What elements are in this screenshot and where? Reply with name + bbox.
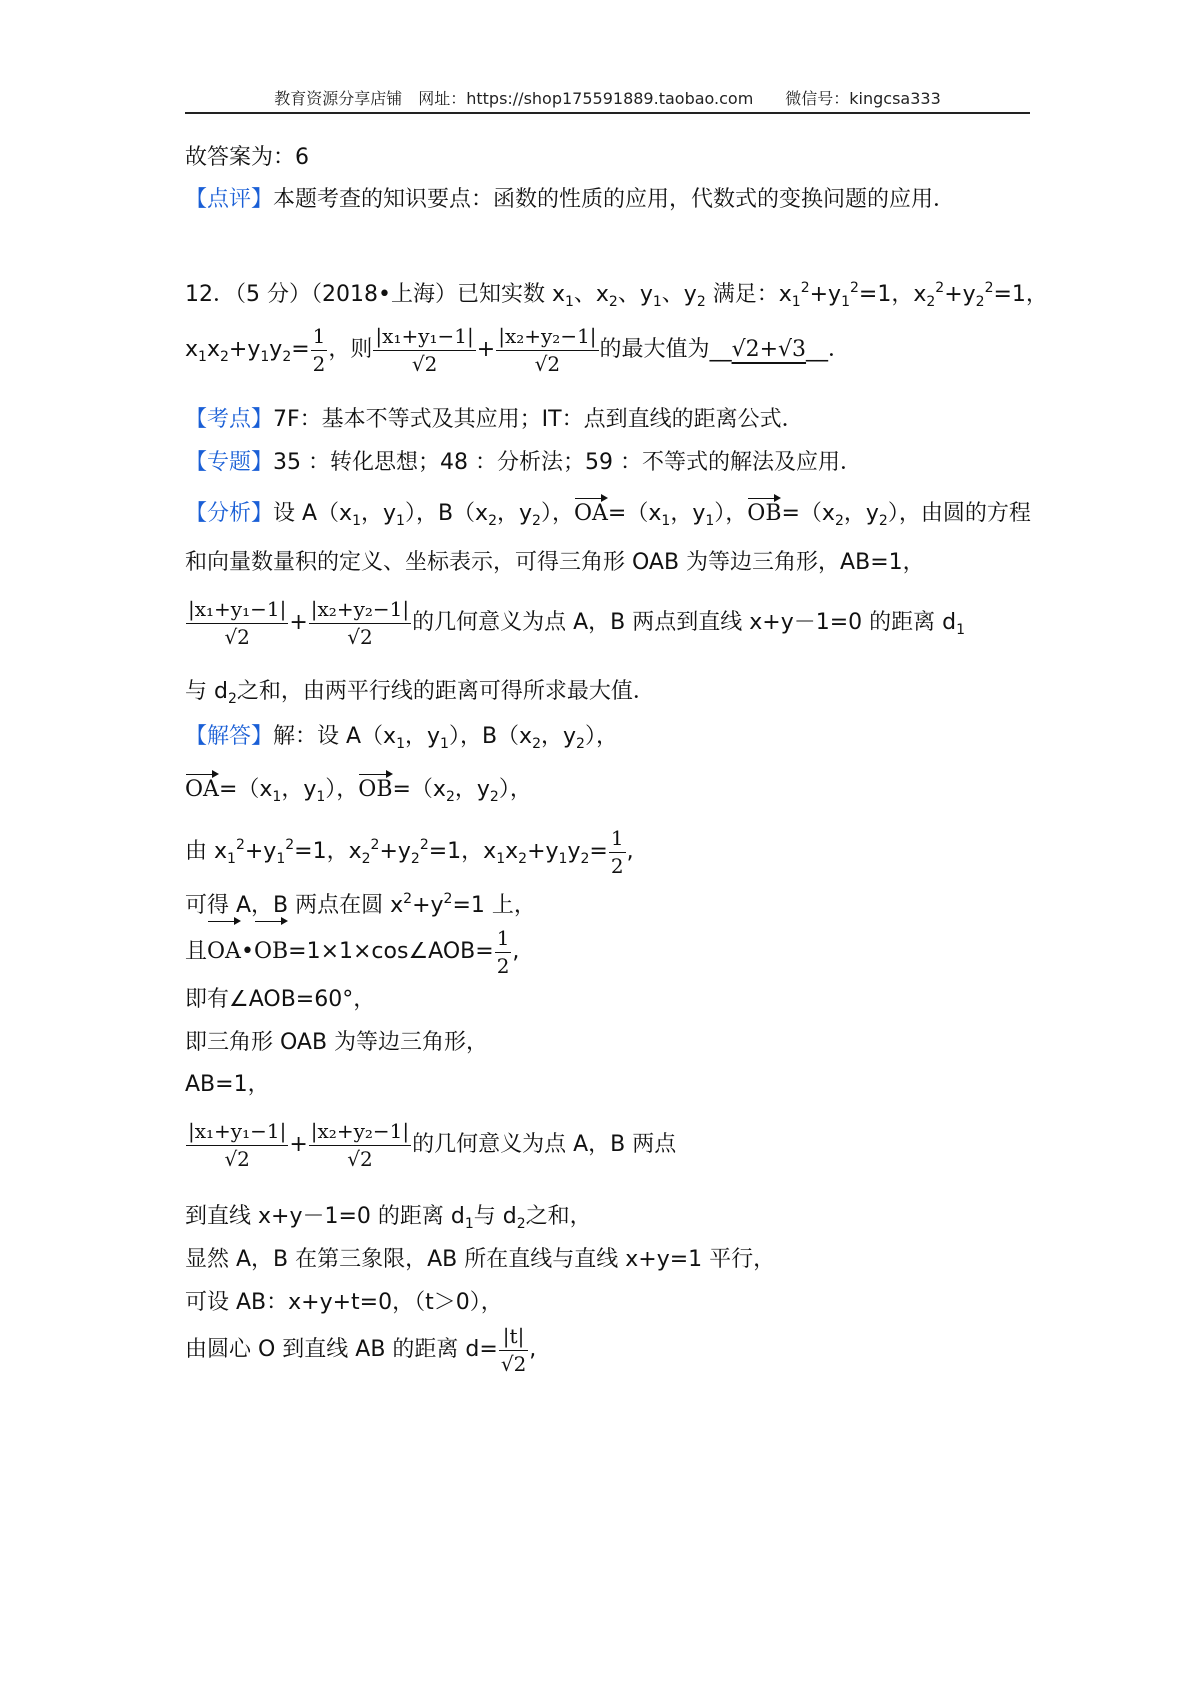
fraction-numerator: |t|: [502, 1324, 525, 1348]
answer-text: 故答案为：6: [185, 145, 309, 170]
superscript: 2: [849, 280, 859, 296]
subscript: 1: [564, 294, 574, 310]
solution-text: 解：设 A（x: [273, 724, 397, 749]
solution-text: 即有∠AOB=60°，: [185, 987, 376, 1012]
subscript: 1: [558, 851, 568, 867]
question-text: 满足：x: [705, 282, 792, 307]
analysis-text: 设 A（x: [273, 501, 353, 526]
analysis-text: ，y: [497, 501, 533, 526]
subscript: 1: [841, 294, 850, 310]
superscript: 2: [370, 837, 380, 853]
subscript: 2: [532, 736, 542, 752]
solution-text: ），: [325, 777, 359, 802]
solution-line-7: [185, 1028, 488, 1058]
solution-line-1: [185, 722, 618, 759]
fraction-denominator: √2: [309, 1145, 411, 1172]
vector-oa: OA: [207, 922, 241, 982]
fraction-denominator: √2: [309, 623, 411, 650]
subscript: 2: [361, 851, 371, 867]
solution-text: 且: [185, 939, 208, 964]
solution-tag: 【解答】: [185, 724, 274, 749]
question-line-2: [185, 320, 850, 387]
analysis-line-2: [185, 548, 925, 578]
question-text: =: [291, 337, 310, 362]
question-text: x: [185, 337, 199, 362]
question-text: +y: [809, 282, 842, 307]
analysis-text: 之和，由两平行线的距离可得所求最大值．: [236, 679, 655, 704]
superscript: 2: [403, 891, 413, 907]
fraction-abs-t: [499, 1323, 528, 1377]
subscript: 1: [198, 349, 207, 365]
solution-line-3: [185, 815, 634, 889]
solution-text: =: [589, 839, 608, 864]
subscript: 2: [576, 736, 585, 752]
superscript: 2: [935, 280, 945, 296]
question-text: y: [269, 337, 283, 362]
solution-text: =（x: [392, 777, 446, 802]
question-text: 、y: [661, 282, 697, 307]
solution-line-5: [185, 922, 519, 982]
solution-text: AB=1，: [185, 1072, 270, 1097]
fraction-denominator: 2: [610, 854, 624, 878]
solution-text: 显然 A，B 在第三象限，AB 所在直线与直线 x+y=1 平行，: [185, 1247, 776, 1272]
solution-line-12: [185, 1288, 503, 1318]
fraction-denominator: √2: [496, 350, 598, 377]
zhuanti-line: [185, 448, 862, 478]
fraction-denominator: √2: [373, 350, 475, 377]
subscript: 1: [496, 851, 506, 867]
subscript: 2: [410, 851, 420, 867]
solution-line-6: [185, 985, 375, 1015]
question-text: 12．（5 分）（2018•上海）已知实数 x: [185, 282, 565, 307]
answer-blank: __: [709, 337, 732, 362]
analysis-text: =（x: [781, 501, 835, 526]
fraction-numerator: |x₂+y₂−1|: [310, 597, 410, 621]
analysis-text: ），由圆的方程: [887, 501, 1031, 526]
subscript: 1: [272, 789, 282, 805]
solution-text: ，y: [454, 777, 490, 802]
solution-line-13: [185, 1320, 536, 1380]
subscript: 2: [282, 349, 292, 365]
subscript: 2: [834, 513, 844, 529]
subscript: 1: [227, 851, 236, 867]
solution-text: 即三角形 OAB 为等边三角形，: [185, 1030, 489, 1055]
fraction-distance-1: [186, 596, 288, 650]
solution-text: 可得 A，B 两点在圆 x: [185, 893, 404, 918]
fraction-numerator: |x₁+y₁−1|: [188, 597, 287, 621]
subscript: 1: [652, 294, 662, 310]
solution-text: y: [567, 839, 581, 864]
analysis-text: ），: [540, 501, 574, 526]
solution-text: x: [505, 839, 519, 864]
superscript: 2: [443, 891, 453, 907]
subscript: 2: [227, 691, 237, 707]
question-text: +y: [944, 282, 976, 307]
fraction-distance-1: [373, 323, 475, 377]
vector-ob: OB: [254, 922, 288, 982]
solution-text: ），B（x: [448, 724, 533, 749]
solution-text: =（x: [218, 777, 273, 802]
subscript: 1: [316, 789, 326, 805]
zhuanti-text: 35 ：转化思想；48 ：分析法；59 ：不等式的解法及应用．: [273, 450, 862, 475]
subscript: 1: [276, 851, 286, 867]
subscript: 2: [516, 1216, 526, 1232]
solution-text: +y: [244, 839, 277, 864]
analysis-text: 与 d: [185, 679, 228, 704]
subscript: 1: [705, 513, 715, 529]
analysis-line-3: [185, 593, 965, 660]
solution-text: ,: [529, 1337, 537, 1362]
subscript: 1: [352, 513, 362, 529]
analysis-text: ，y: [361, 501, 397, 526]
solution-line-8: [185, 1070, 270, 1100]
fraction-denominator: 2: [496, 954, 510, 978]
answer-value: √2+√3: [731, 337, 807, 362]
solution-text: 可设 AB：x+y+t=0，（t＞0），: [185, 1290, 503, 1315]
fraction-numerator: 1: [496, 926, 510, 950]
solution-text: 到直线 x+y－1=0 的距离 d: [185, 1204, 465, 1229]
fraction-numerator: 1: [312, 324, 326, 348]
analysis-text: ，y: [843, 501, 879, 526]
page-header: 教育资源分享店铺 网址：https://shop175591889.taobao.com 微信号：kingcsa333: [274, 89, 941, 108]
subscript: 2: [532, 513, 541, 529]
analysis-text: ），: [714, 501, 748, 526]
zhuanti-tag: 【专题】: [185, 450, 274, 475]
header-rule: [185, 112, 1030, 114]
fraction-one-half: [609, 825, 626, 879]
analysis-text: ，y: [670, 501, 706, 526]
subscript: 2: [975, 294, 985, 310]
superscript: 2: [235, 837, 245, 853]
plus-sign: +: [476, 337, 496, 362]
question-text: 、y: [617, 282, 653, 307]
solution-line-4: [185, 884, 536, 921]
solution-line-9: [185, 1115, 676, 1175]
vector-ob: OB: [747, 499, 781, 529]
plus-sign: +: [289, 610, 308, 635]
solution-text: ,: [512, 939, 520, 964]
subscript: 1: [791, 294, 801, 310]
vector-ob: OB: [358, 775, 392, 805]
superscript: 2: [800, 280, 810, 296]
fraction-distance-2: [309, 1118, 411, 1172]
solution-text: ，y: [281, 777, 317, 802]
subscript: 1: [260, 349, 270, 365]
analysis-text: 和向量数量积的定义、坐标表示，可得三角形 OAB 为等边三角形，AB=1，: [185, 550, 925, 575]
solution-text: +y: [527, 839, 559, 864]
question-text: ，则: [328, 337, 373, 362]
fraction-denominator: √2: [186, 1145, 288, 1172]
subscript: 1: [440, 736, 449, 752]
analysis-text: =（x: [607, 501, 662, 526]
subscript: 2: [878, 513, 888, 529]
fraction-numerator: 1: [610, 826, 624, 850]
dot-operator: •: [240, 939, 254, 964]
solution-text: ，y: [541, 724, 577, 749]
solution-line-10: [185, 1202, 592, 1239]
subscript: 2: [608, 294, 618, 310]
kaodian-tag: 【考点】: [185, 407, 274, 432]
solution-text: 由圆心 O 到直线 AB 的距离 d=: [185, 1337, 498, 1362]
solution-text: 由 x: [185, 839, 228, 864]
vector-oa: OA: [574, 499, 608, 529]
fraction-denominator: √2: [500, 1352, 527, 1376]
solution-text: +y: [412, 893, 444, 918]
solution-text: =1，x: [428, 839, 497, 864]
fraction-numerator: |x₂+y₂−1|: [498, 324, 597, 348]
solution-text: ），: [498, 777, 532, 802]
question-text: =1，: [993, 282, 1048, 307]
analysis-text: 的几何意义为点 A，B 两点到直线 x+y－1=0 的距离 d: [412, 610, 957, 635]
solution-text: 之和，: [525, 1204, 592, 1229]
fraction-distance-2: [309, 596, 411, 650]
fraction-distance-2: [496, 323, 598, 377]
subscript: 2: [696, 294, 706, 310]
solution-line-2: [185, 775, 532, 812]
subscript: 2: [518, 851, 528, 867]
subscript: 2: [926, 294, 936, 310]
question-text: x: [206, 337, 220, 362]
solution-text: ），: [584, 724, 618, 749]
solution-text: ,: [626, 839, 634, 864]
fraction-denominator: √2: [186, 623, 288, 650]
review-text: 本题考查的知识要点：函数的性质的应用，代数式的变换问题的应用．: [273, 187, 956, 212]
question-text: 、x: [573, 282, 609, 307]
subscript: 2: [580, 851, 590, 867]
subscript: 2: [488, 513, 498, 529]
superscript: 2: [984, 280, 994, 296]
subscript: 2: [489, 789, 499, 805]
solution-text: =1 上，: [452, 893, 536, 918]
subscript: 1: [396, 736, 406, 752]
kaodian-text: 7F：基本不等式及其应用；IT：点到直线的距离公式．: [273, 407, 804, 432]
question-line-1: [185, 273, 1048, 317]
solution-text: +y: [379, 839, 411, 864]
fraction-distance-1: [186, 1118, 288, 1172]
review-line: [185, 185, 955, 215]
subscript: 2: [219, 349, 229, 365]
question-text: +y: [228, 337, 261, 362]
solution-text: =1×1×cos∠AOB=: [288, 939, 494, 964]
solution-line-11: [185, 1245, 775, 1275]
fraction-one-half: [495, 925, 512, 979]
subscript: 1: [396, 513, 405, 529]
solution-text: ，y: [405, 724, 441, 749]
subscript: 1: [661, 513, 671, 529]
fraction-one-half: [311, 323, 328, 377]
vector-oa: OA: [185, 775, 219, 805]
answer-line: [185, 143, 309, 173]
subscript: 1: [956, 622, 966, 638]
superscript: 2: [285, 837, 295, 853]
analysis-line-1: [185, 499, 1031, 536]
plus-sign: +: [289, 1132, 308, 1157]
question-text: =1，x: [858, 282, 927, 307]
answer-blank: __．: [806, 337, 851, 362]
solution-text: =1，x: [294, 839, 362, 864]
subscript: 1: [464, 1216, 474, 1232]
solution-text: 的几何意义为点 A，B 两点: [412, 1132, 677, 1157]
analysis-text: ），B（x: [404, 501, 489, 526]
fraction-numerator: |x₁+y₁−1|: [375, 324, 474, 348]
solution-text: 与 d: [473, 1204, 517, 1229]
analysis-line-4: [185, 677, 655, 714]
review-tag: 【点评】: [185, 187, 274, 212]
superscript: 2: [419, 837, 429, 853]
subscript: 2: [445, 789, 455, 805]
analysis-tag: 【分析】: [185, 501, 274, 526]
fraction-denominator: 2: [312, 352, 326, 376]
fraction-numerator: |x₁+y₁−1|: [188, 1119, 287, 1143]
fraction-numerator: |x₂+y₂−1|: [310, 1119, 410, 1143]
question-text: 的最大值为: [599, 337, 710, 362]
kaodian-line: [185, 405, 804, 435]
